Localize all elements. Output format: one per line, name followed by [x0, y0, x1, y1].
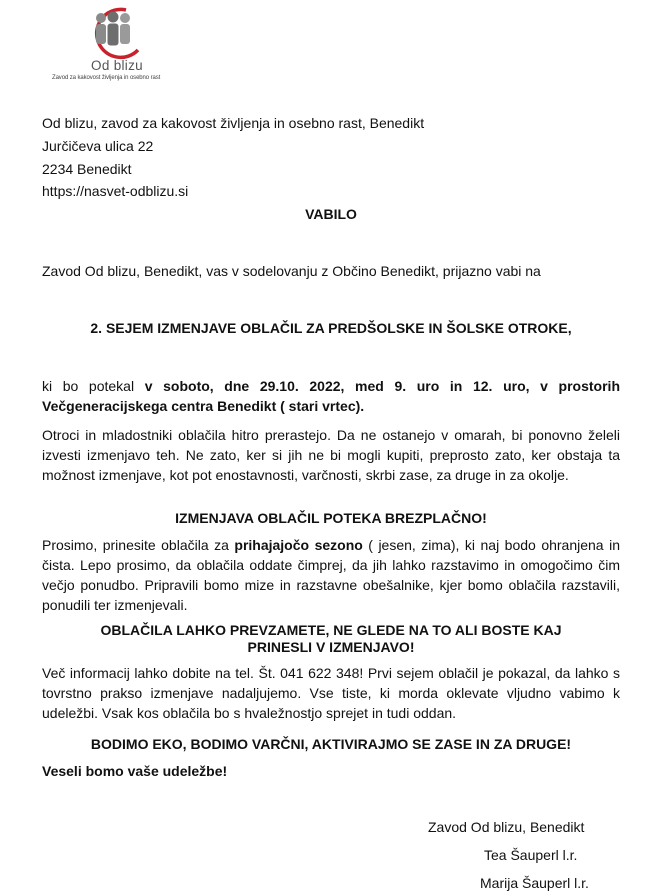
paragraph-2-after: ( jesen, zima), ki naj bodo ohranjena in čista. Lepo prosimo, da oblačila oddate čimprej, da jih lahko razstavimo in omogočimo čim večjo ponudbo. Pripravili bomo mize in razstavne obešalnike, kjer bomo oblačila razstavili, ponudili ter izmenjevali.: [42, 537, 620, 613]
paragraph-1: Otroci in mladostniki oblačila hitro prerastejo. Da ne ostanejo v omarah, bi ponovno želeli izvesti izmenjavo teh. Ne zato, ker si jih ne bi mogli kupiti, preprosto zato, ker obstaja ta možnost izmenjave, kot pot enostavnosti, varčnosti, skrbi zase, za druge in za okolje.: [42, 427, 620, 483]
header-city: 2234 Benedikt: [42, 161, 132, 177]
slogan: BODIMO EKO, BODIMO VARČNI, AKTIVIRAJMO SE ZASE IN ZA DRUGE!: [90, 736, 572, 752]
event-details-prefix: ki bo potekal: [42, 378, 145, 394]
doc-title: VABILO: [305, 206, 357, 222]
paragraph-2: [42, 535, 620, 615]
paragraph-2-before: Prosimo, prinesite oblačila za: [42, 537, 235, 553]
header-street: Jurčičeva ulica 22: [42, 138, 154, 154]
event-details-bold: v soboto, dne 29.10. 2022, med 9. uro in 12. uro, v prostorih Večgeneracijskega centra Benedikt ( stari vrtec).: [42, 378, 620, 414]
paragraph-2-bold: prihajajočo sezono: [234, 537, 363, 553]
signature-org: Zavod Od blizu, Benedikt: [428, 819, 585, 835]
logo-name: Od blizu: [91, 58, 143, 73]
signature-person-2: Marija Šauperl l.r.: [480, 875, 589, 891]
paragraph-3: Več informacij lahko dobite na tel. Št. 041 622 348! Prvi sejem oblačil je pokazal, da lahko s tovrstno prakso izmenjave nadaljujemo. Vse tiste, ki morda oklevate vljudno vabimo k udeležbi. Vsak kos oblačila bo s hvaležnostjo sprejet in tudi oddan.: [42, 665, 620, 721]
heading-take-line1: OBLAČILA LAHKO PREVZAMETE, NE GLEDE NA TO ALI BOSTE KAJ: [100, 622, 562, 638]
event-title: 2. SEJEM IZMENJAVE OBLAČIL ZA PREDŠOLSKE IN ŠOLSKE OTROKE,: [90, 320, 572, 336]
header-url[interactable]: https://nasvet-odblizu.si: [42, 183, 189, 199]
logo: [52, 4, 172, 84]
event-details: [42, 376, 620, 416]
logo-people-icon: [68, 4, 168, 60]
intro-text: Zavod Od blizu, Benedikt, vas v sodelovanju z Občino Benedikt, prijazno vabi na: [42, 263, 541, 279]
heading-free: IZMENJAVA OBLAČIL POTEKA BREZPLAČNO!: [175, 510, 487, 526]
header-org: Od blizu, zavod za kakovost življenja in osebno rast, Benedikt: [42, 115, 425, 131]
logo-tagline: Zavod za kakovost življenja in osebno rast: [52, 75, 161, 81]
signature-person-1: Tea Šauperl l.r.: [484, 847, 578, 863]
closing-line: Veseli bomo vaše udeležbe!: [42, 763, 228, 779]
heading-take-line2: PRINESLI V IZMENJAVO!: [247, 639, 415, 655]
